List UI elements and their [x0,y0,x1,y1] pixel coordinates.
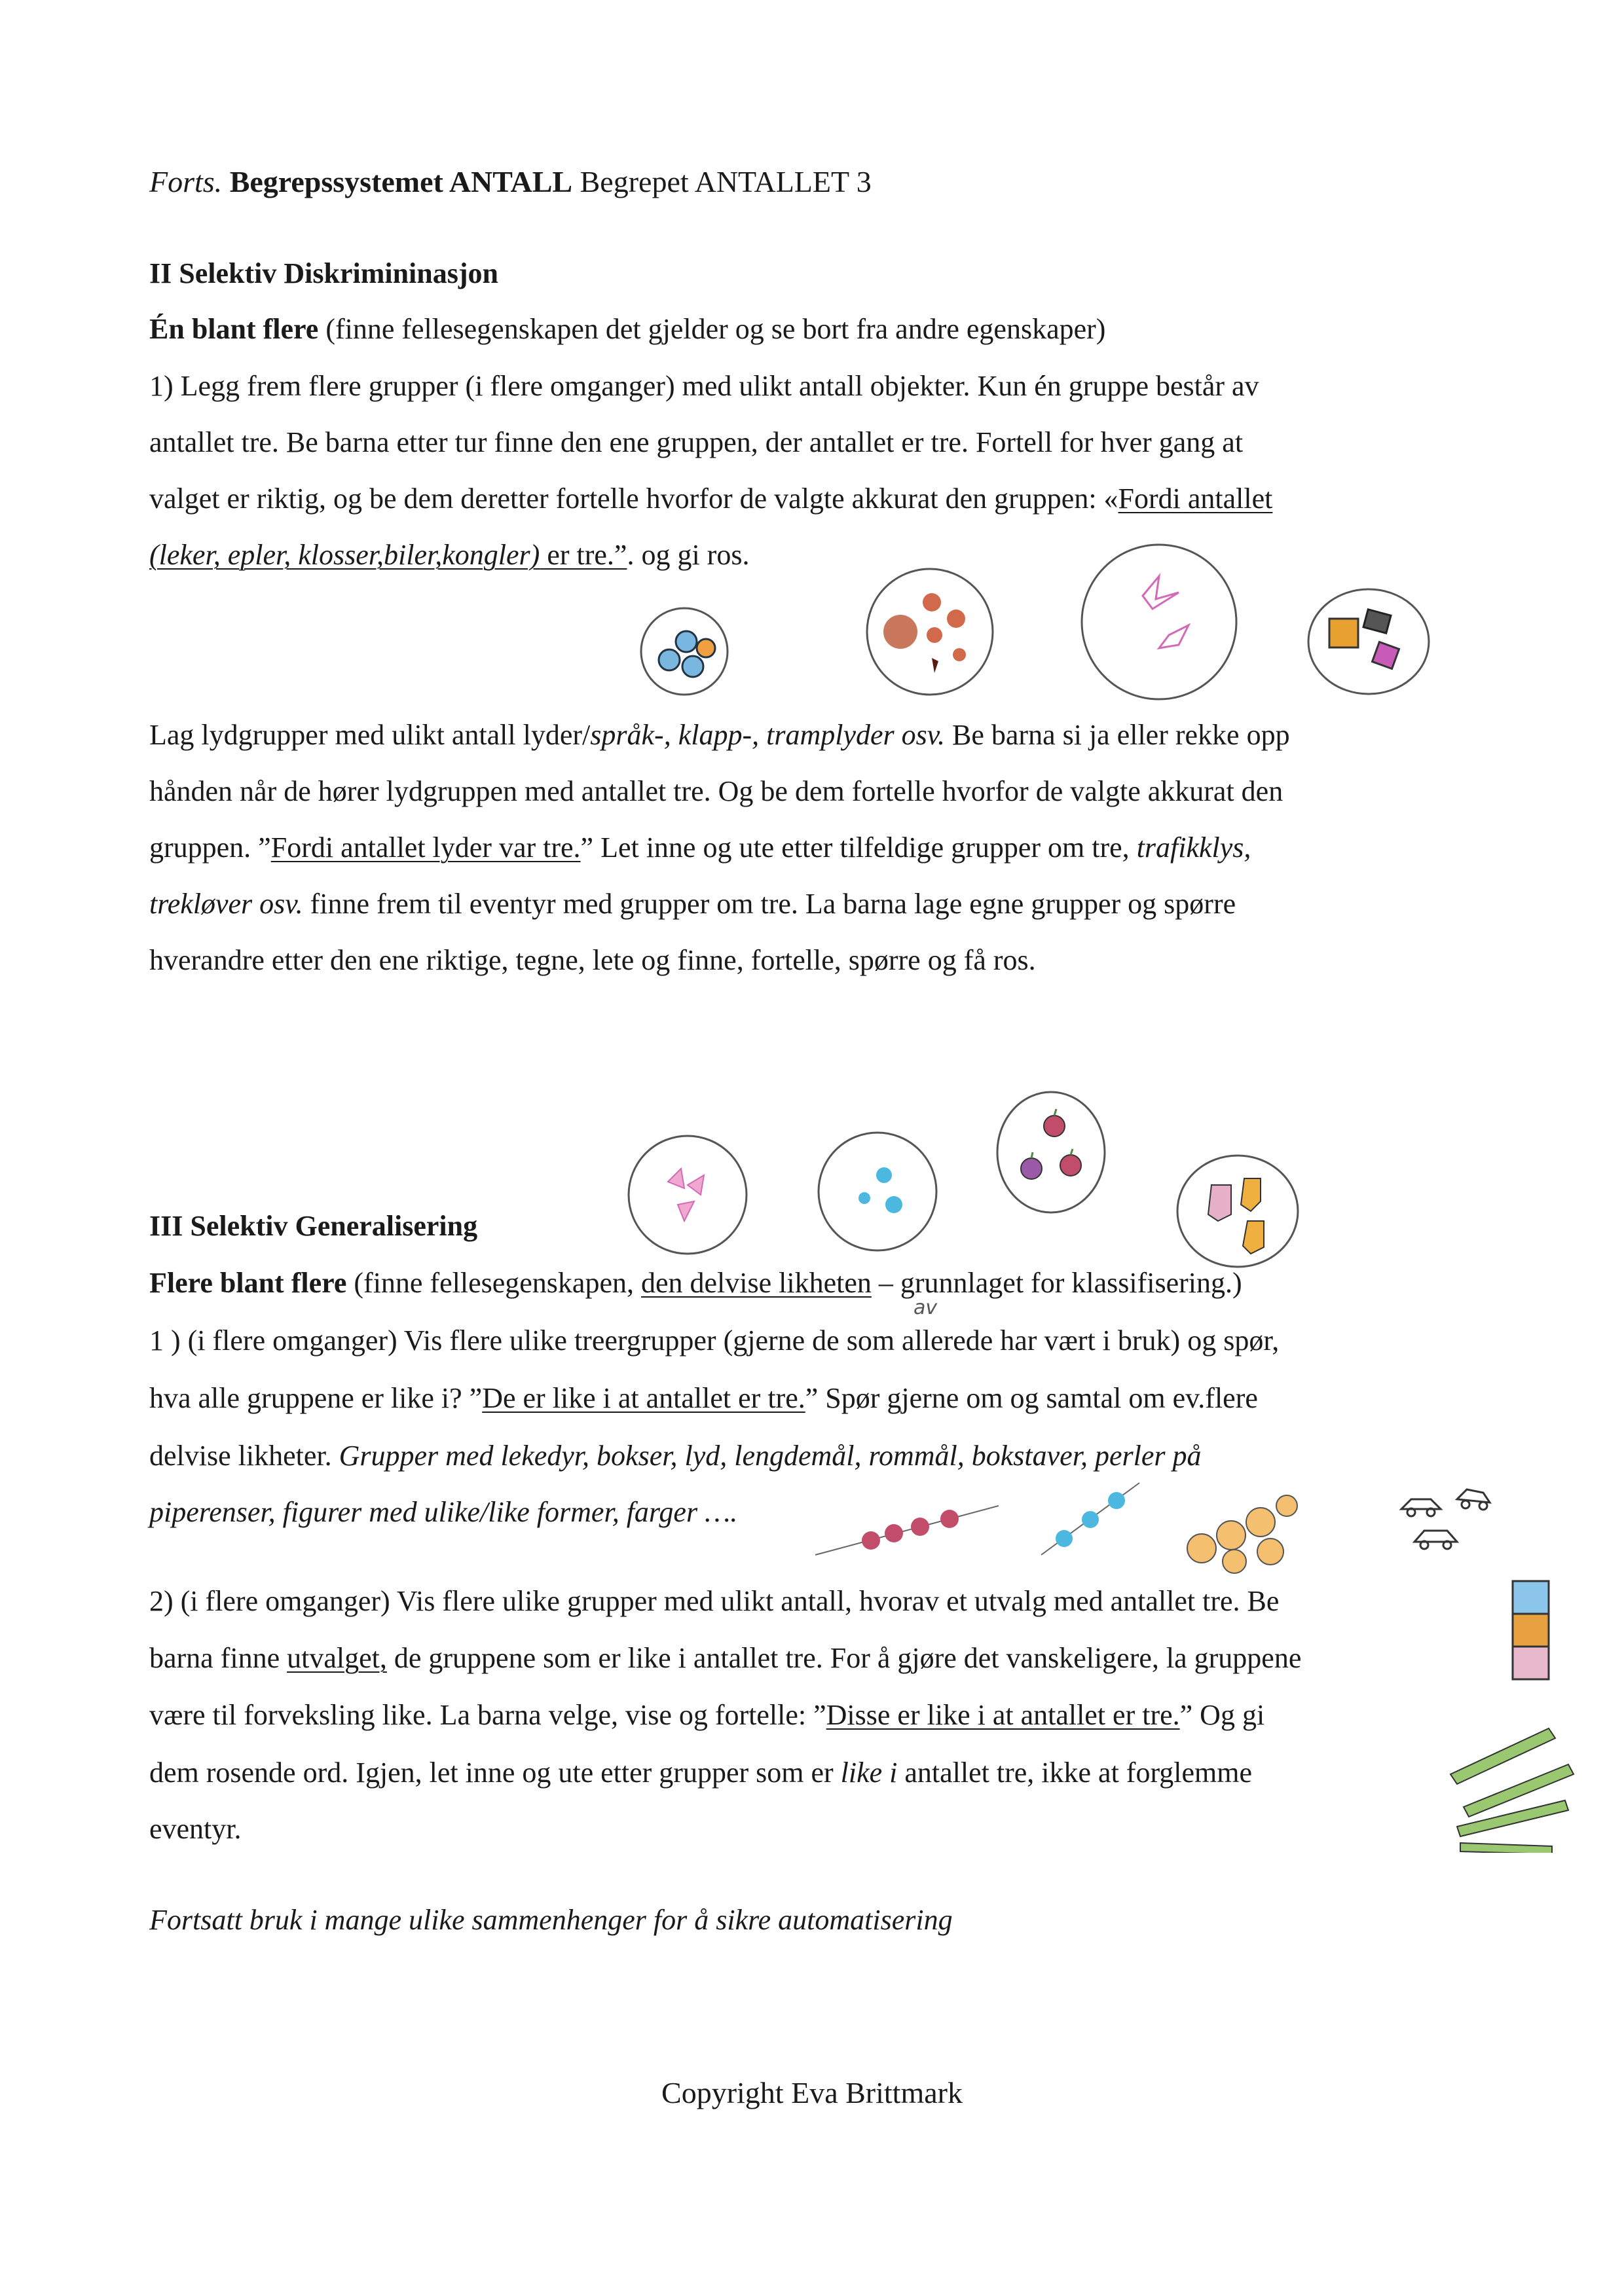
section3-title: III Selektiv Generalisering [149,1210,478,1242]
underlined-text: Disse er like i at antallet er tre. [826,1699,1180,1731]
text-span: valget er riktig, og be dem deretter fortelle hvorfor de valgte akkurat den gruppen: « [149,483,1118,515]
section3-subtitle [149,1265,1242,1302]
section2-p2-line2: hånden når de hører lydgruppen med antallet tre. Og be dem fortelle hvorfor de valgte akkurat den [149,775,1283,807]
handwritten-note: av [913,1296,938,1319]
section3-p2-line1: 2) (i flere omganger) Vis flere ulike grupper med ulikt antall, hvorav et utvalg med antallet tre. Be [149,1585,1280,1617]
cookie-group-drawing [1175,1483,1300,1575]
italic-text: like i [840,1757,898,1789]
section3-p2-line3 [149,1697,1264,1734]
header-forts: Forts. [149,165,223,198]
italic-text: språk-, klapp-, tramplyder osv. [590,719,946,751]
text-span: delvise likheter. [149,1440,339,1472]
header-system: Begrepssystemet ANTALL [229,165,573,198]
text-span: være til forveksling like. La barna velge, vise og fortelle: ” [149,1699,826,1731]
text-span: antallet tre, ikke at forglemme [897,1757,1253,1789]
section2-p1-line4 [149,537,749,574]
italic-text: Grupper med lekedyr, bokser, lyd, lengdemål, rommål, bokstaver, perler på [339,1440,1202,1472]
italic-text: trafikklys, [1136,831,1251,864]
italic-text: trekløver osv. [149,888,303,920]
underlined-text: den delvise likheten [640,1267,872,1299]
bead-string-blue [1035,1476,1146,1561]
closing-note: Fortsatt bruk i mange ulike sammenhenger for å sikre automatisering [149,1904,953,1936]
text-span: ” Og gi [1179,1699,1265,1731]
bead-string-red [809,1493,1005,1565]
text-span: dem rosende ord. Igjen, let inne og ute etter grupper som er [149,1757,841,1789]
section2-p2-line3 [149,829,1251,866]
header-concept: Begrepet ANTALLET 3 [580,165,872,198]
section2-p2-line4 [149,886,1236,922]
text-span: de gruppene som er like i antallet tre. For å gjøre det vanskeligere, la gruppene [386,1642,1302,1674]
section2-p1-line3 [149,481,1272,517]
copyright: Copyright Eva Brittmark [661,2076,963,2109]
section2-p2-line5: hverandre etter den ene riktige, tegne, lete og finne, fortelle, spørre og få ros. [149,944,1036,976]
text-span: Lag lydgrupper med ulikt antall lyder/ [149,719,591,751]
group-drawing-blue-dots-2 [812,1126,943,1257]
car-group-drawing [1395,1480,1500,1558]
underlined-text: er tre.” [540,539,627,571]
section2-p2-line1 [149,717,1290,754]
text-span: – grunnlaget for klassifisering.) [871,1267,1242,1299]
group-drawing-socks [1172,1149,1303,1273]
underlined-italic-text: (leker, epler, klosser,biler,kongler) [149,539,540,571]
text-span: hva alle gruppene er like i? ” [149,1382,483,1414]
section3-p2-line2 [149,1640,1301,1677]
block-stack-drawing [1503,1575,1562,1692]
pencils-drawing [1441,1715,1585,1853]
text-span: finne frem til eventyr med grupper om tre. La barna lage egne grupper og spørre [303,888,1236,920]
section2-subtitle [149,311,1105,348]
text-span: ” Let inne og ute etter tilfeldige grupper om tre, [580,831,1137,864]
section2-subtitle-bold: Én blant flere [149,313,319,345]
underlined-text: utvalget, [287,1642,387,1674]
group-drawing-apples [992,1087,1110,1218]
underlined-text: De er like i at antallet er tre. [482,1382,805,1414]
text-span: ” Spør gjerne om og samtal om ev.flere [805,1382,1258,1414]
text-span: barna finne [149,1642,287,1674]
group-drawing-pink-triangles [622,1129,753,1260]
text-span: Be barna si ja eller rekke opp [945,719,1290,751]
section3-p1-line1: 1 ) (i flere omganger) Vis flere ulike treergrupper (gjerne de som allerede har vært i bruk) og spør, [149,1324,1280,1357]
group-drawing-pink-stars [1074,537,1244,707]
section3-p1-line2 [149,1380,1258,1417]
section2-p1-line2: antallet tre. Be barna etter tur finne den ene gruppen, der antallet er tre. Fortell for hver gang at [149,426,1244,458]
section2-title: II Selektiv Diskrimininasjon [149,257,498,289]
group-drawing-blocks [1303,583,1434,701]
underlined-text: Fordi antallet lyder var tre. [270,831,581,864]
group-drawing-blue-dots [635,602,733,701]
section2-subtitle-rest: (finne fellesegenskapen det gjelder og se bort fra andre egenskaper) [325,313,1106,345]
underlined-text: Fordi antallet [1118,483,1273,515]
text-span: gruppen. ” [149,831,271,864]
section2-p1-line1: 1) Legg frem flere grupper (i flere omganger) med ulikt antall objekter. Kun én gruppe består av [149,370,1259,402]
section3-p1-line4: piperenser, figurer med ulike/like former, farger …. [149,1496,738,1528]
section3-p1-line3 [149,1438,1201,1474]
group-drawing-red-dots [861,563,999,701]
page-header [149,164,872,200]
bold-text: Flere blant flere [149,1267,347,1299]
text-span: . og gi ros. [627,539,750,571]
section3-p2-line5: eventyr. [149,1813,242,1845]
section3-p2-line4 [149,1755,1252,1791]
text-span: (finne fellesegenskapen, [346,1267,641,1299]
